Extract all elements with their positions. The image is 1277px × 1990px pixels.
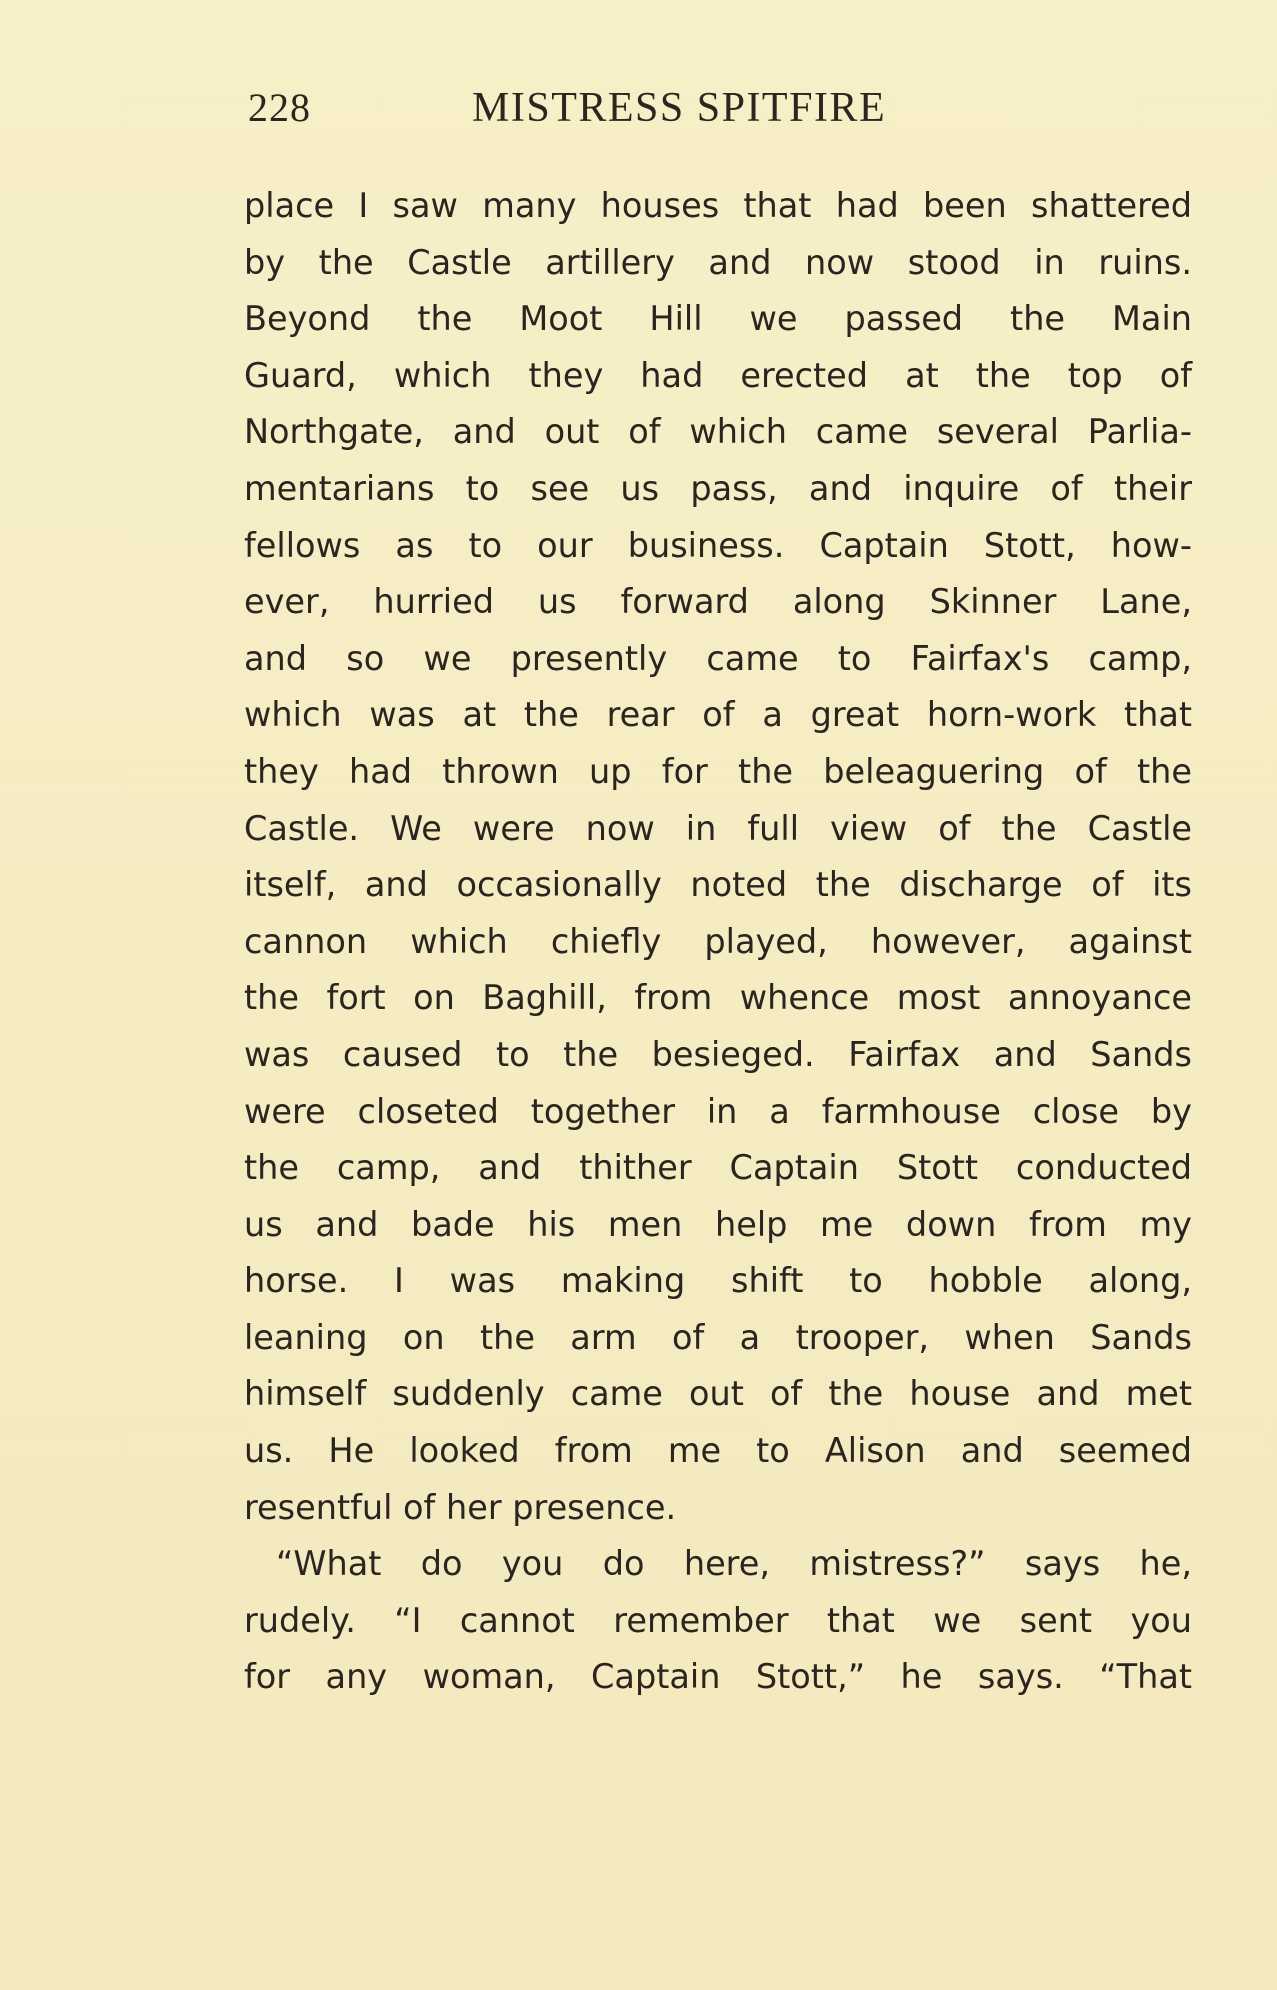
text-line: us. He looked from me to Alison and seemed [244, 1431, 1192, 1471]
text-line: was caused to the besieged. Fairfax and Sands [244, 1034, 1192, 1074]
text-line: by the Castle artillery and now stood in ruins. [244, 242, 1192, 282]
text-line: fellows as to our business. Captain Stott, how- [244, 525, 1192, 565]
text-line: Northgate, and out of which came several Parlia- [244, 412, 1192, 452]
text-line: Beyond the Moot Hill we passed the Main [244, 299, 1192, 339]
text-line: mentarians to see us pass, and inquire of their [244, 468, 1192, 508]
page-number: 228 [248, 85, 311, 130]
text-line: Castle. We were now in full view of the Castle [244, 808, 1192, 848]
text-line: us and bade his men help me down from my [244, 1204, 1192, 1244]
text-line: horse. I was making shift to hobble along, [244, 1261, 1192, 1301]
text-line: which was at the rear of a great horn-work that [244, 695, 1192, 735]
running-head [248, 84, 968, 140]
body-text [244, 178, 1192, 1706]
book-title: MISTRESS SPITFIRE [472, 85, 887, 131]
text-line: they had thrown up for the beleaguering of the [244, 751, 1192, 791]
text-line: cannon which chiefly played, however, against [244, 921, 1192, 961]
text-line: ever, hurried us forward along Skinner Lane, [244, 582, 1192, 622]
text-line: place I saw many houses that had been shattered [244, 186, 1192, 225]
text-line: the fort on Baghill, from whence most annoyance [244, 978, 1192, 1018]
text-line: himself suddenly came out of the house and met [244, 1374, 1192, 1414]
text-line: resentful of her presence. [244, 1487, 677, 1527]
text-line: itself, and occasionally noted the discharge of its [244, 865, 1192, 905]
text-line: and so we presently came to Fairfax's camp, [244, 638, 1192, 678]
text-line: Guard, which they had erected at the top of [244, 355, 1192, 395]
text-line: “What do you do here, mistress?” says he, [276, 1544, 1192, 1584]
text-line: leaning on the arm of a trooper, when Sands [244, 1317, 1192, 1357]
text-line: were closeted together in a farmhouse close by [244, 1091, 1192, 1131]
text-line: for any woman, Captain Stott,” he says. “That [244, 1657, 1192, 1697]
text-line: the camp, and thither Captain Stott conducted [244, 1148, 1192, 1188]
text-line: rudely. “I cannot remember that we sent you [244, 1600, 1192, 1640]
